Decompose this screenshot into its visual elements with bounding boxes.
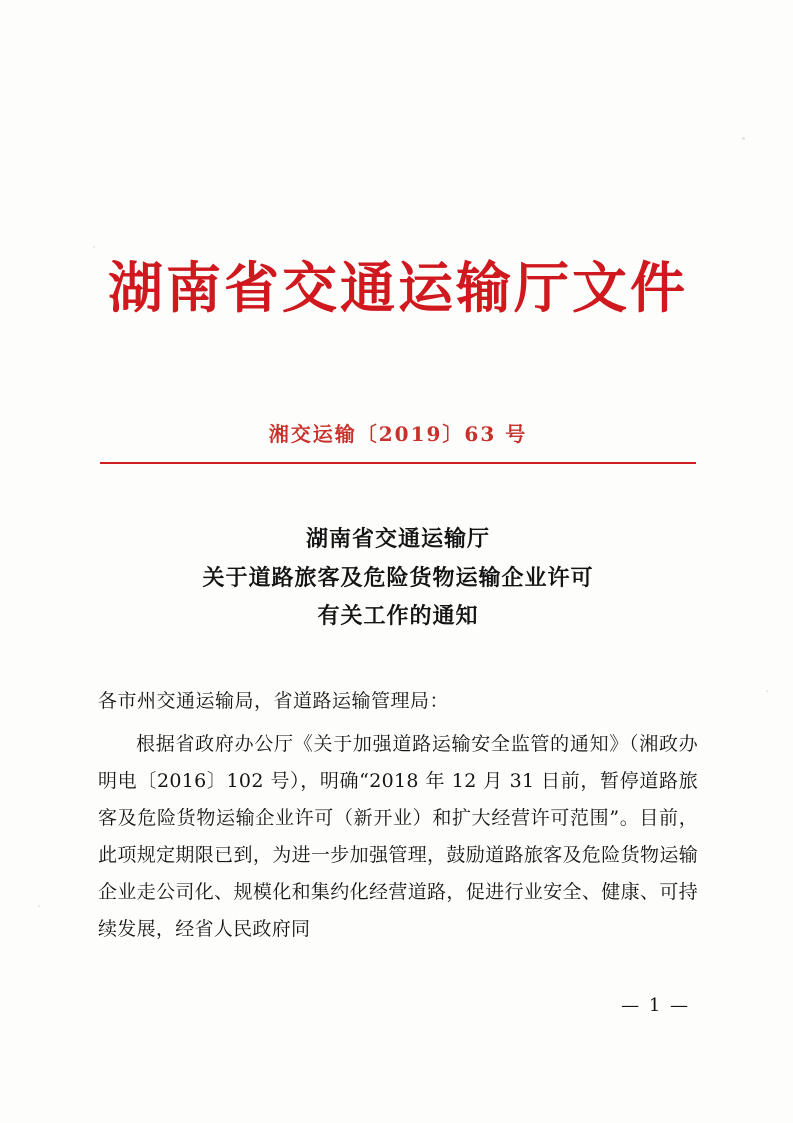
scan-speckle [742, 137, 745, 140]
scan-speckle [38, 905, 40, 907]
title-line-1: 湖南省交通运输厅 [305, 526, 490, 552]
masthead-title: 湖南省交通运输厅文件 [107, 255, 688, 320]
title-line-2: 关于道路旅客及危险货物运输企业许可 [202, 564, 594, 591]
scan-speckle [93, 246, 95, 248]
page-number: — 1 — [621, 995, 690, 1016]
scan-speckle [766, 690, 768, 692]
document-number: 湘交运输〔2019〕63 号 [268, 422, 528, 446]
salutation: 各市州交通运输局，省道路运输管理局： [98, 690, 450, 712]
title-line-3: 有关工作的通知 [317, 603, 479, 629]
body-paragraph: 根据省政府办公厅《关于加强道路运输安全监管的通知》（湘政办明电〔2016〕102 号），明确“2018 年 12 月 31 日前，暂停道路旅客及危险货物运输企业许可（新开业）和扩大经营许可范围”。目前，此项规定期限已到，为进一步加强管理，鼓励道路旅客及危险货物运输企业走公司化、规模化和集约化经营道路，促进行业安全、健康、可持续发展，经省人民政府同 [98, 733, 698, 941]
red-separator-rule [100, 462, 696, 464]
document-content [98, 0, 698, 1123]
document-title [98, 520, 698, 636]
